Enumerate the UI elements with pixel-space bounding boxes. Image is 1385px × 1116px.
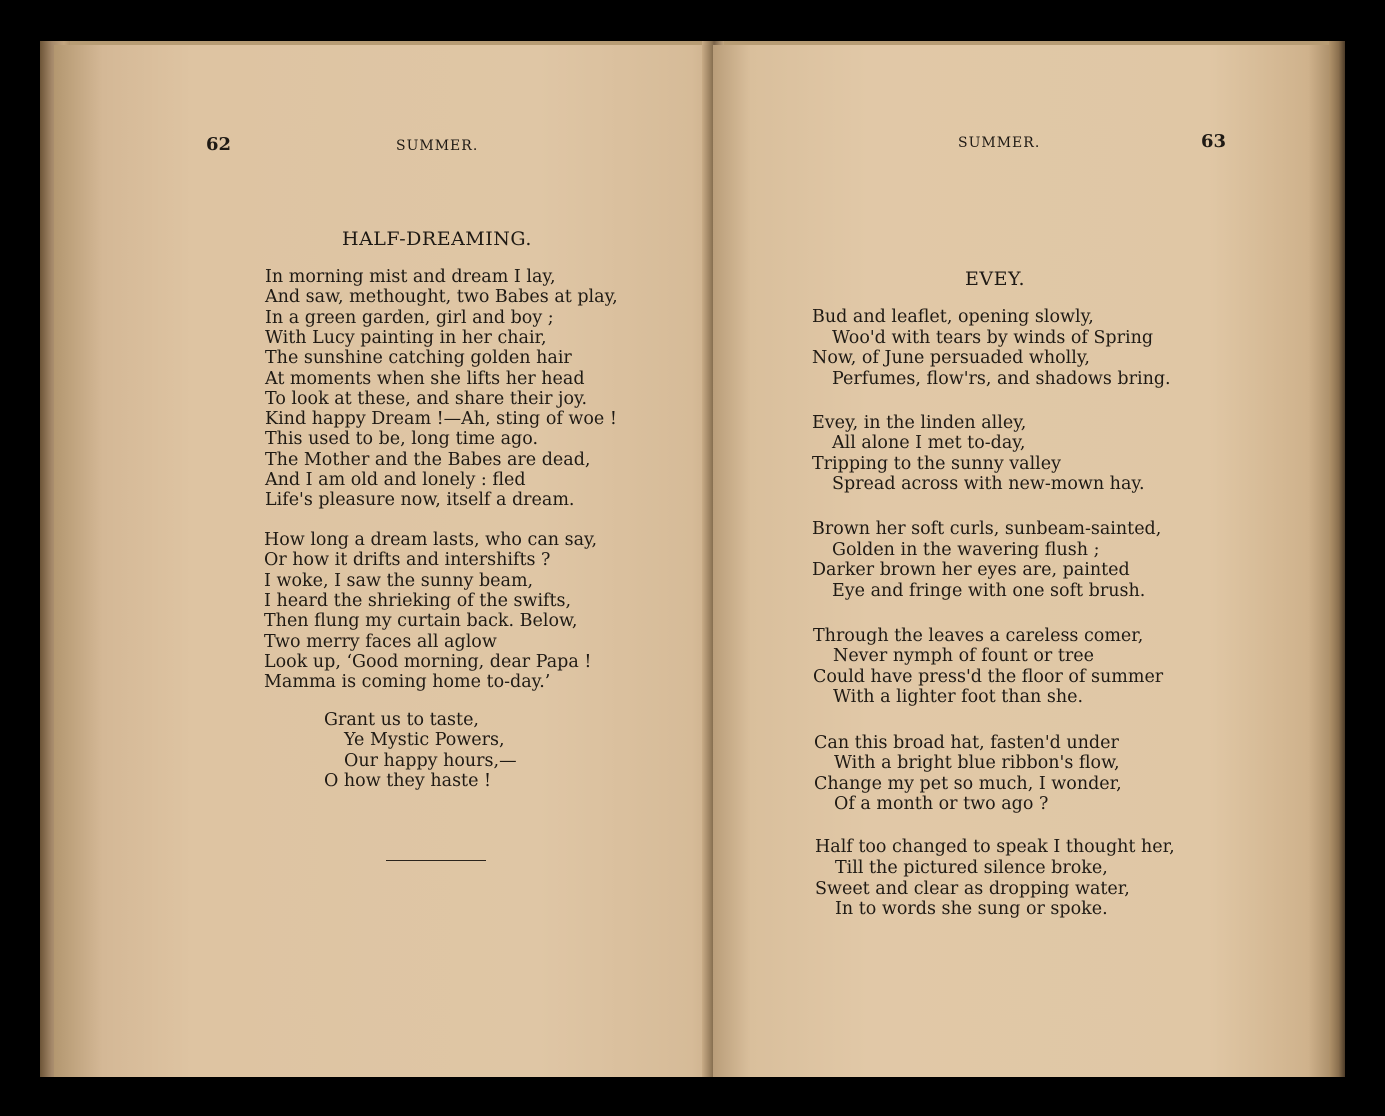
- poem-line: All alone I met to-day,: [832, 433, 1026, 454]
- poem-line: Now, of June persuaded wholly,: [812, 348, 1090, 368]
- poem-line: How long a dream lasts, who can say,: [264, 530, 598, 550]
- poem-line: To look at these, and share their joy.: [265, 388, 588, 409]
- poem-line: Two merry faces all aglow: [264, 631, 497, 652]
- poem-line: Evey, in the linden alley,: [812, 413, 1027, 433]
- poem-line: Bud and leaflet, opening slowly,: [812, 307, 1094, 327]
- poem-line: Through the leaves a careless comer,: [813, 626, 1144, 646]
- poem-line: Half too changed to speak I thought her,: [815, 837, 1175, 857]
- poem-line: Or how it drifts and intershifts ?: [264, 550, 551, 571]
- poem-line: With a bright blue ribbon's flow,: [834, 753, 1120, 774]
- poem-line: Mamma is coming home to-day.’: [264, 672, 551, 693]
- book-edge-right: [1329, 41, 1345, 1077]
- poem-line: Grant us to taste,: [324, 710, 479, 730]
- page-number: 62: [206, 134, 232, 155]
- left-page: [54, 45, 747, 1077]
- page-number: 63: [1201, 131, 1227, 152]
- poem-line: With a lighter foot than she.: [833, 686, 1084, 707]
- poem-line: Till the pictured silence broke,: [835, 857, 1108, 878]
- poem-line: Golden in the wavering flush ;: [832, 539, 1100, 560]
- poem-title: EVEY.: [965, 268, 1026, 290]
- poem-line: O how they haste !: [324, 770, 492, 791]
- poem-line: Kind happy Dream !—Ah, sting of woe !: [265, 409, 617, 430]
- open-book: [40, 41, 1345, 1077]
- poem-line: I heard the shrieking of the swifts,: [264, 590, 572, 611]
- poem-line: Can this broad hat, fasten'd under: [814, 733, 1119, 753]
- poem-line: Change my pet so much, I wonder,: [814, 773, 1122, 794]
- poem-line: Ye Mystic Powers,: [344, 730, 505, 751]
- poem-line: In a green garden, girl and boy ;: [265, 307, 554, 328]
- poem-line: With Lucy painting in her chair,: [265, 327, 547, 348]
- poem-line: This used to be, long time ago.: [265, 429, 539, 450]
- poem-line: In morning mist and dream I lay,: [265, 267, 556, 287]
- poem-line: Tripping to the sunny valley: [812, 453, 1062, 474]
- poem-line: Could have press'd the floor of summer: [813, 666, 1164, 687]
- poem-line: Never nymph of fount or tree: [833, 646, 1094, 667]
- poem-line: The Mother and the Babes are dead,: [265, 449, 591, 470]
- poem-line: In to words she sung or spoke.: [835, 899, 1108, 920]
- poem-title: HALF-DREAMING.: [342, 228, 532, 250]
- poem-line: Darker brown her eyes are, painted: [812, 560, 1130, 580]
- poem-line: Look up, ‘Good morning, dear Papa !: [264, 651, 592, 672]
- poem-line: At moments when she lifts her head: [265, 368, 585, 389]
- poem-line: The sunshine catching golden hair: [265, 348, 572, 369]
- poem-line: Eye and fringe with one soft brush.: [832, 580, 1146, 601]
- poem-line: Spread across with new-mown hay.: [832, 473, 1145, 494]
- poem-line: Of a month or two ago ?: [834, 793, 1049, 814]
- end-rule: [386, 860, 486, 861]
- running-head: SUMMER.: [396, 138, 479, 154]
- poem-line: Brown her soft curls, sunbeam-sainted,: [812, 519, 1162, 539]
- poem-line: Then flung my curtain back. Below,: [264, 611, 578, 632]
- poem-line: And saw, methought, two Babes at play,: [265, 287, 618, 308]
- right-page: [713, 45, 1333, 1077]
- poem-line: And I am old and lonely : fled: [265, 470, 526, 490]
- poem-line: Our happy hours,—: [344, 750, 517, 771]
- running-head: SUMMER.: [958, 135, 1041, 151]
- poem-line: I woke, I saw the sunny beam,: [264, 570, 534, 591]
- poem-line: Woo'd with tears by winds of Spring: [832, 327, 1154, 348]
- poem-line: Life's pleasure now, itself a dream.: [265, 490, 575, 511]
- poem-line: Perfumes, flow'rs, and shadows bring.: [832, 368, 1171, 389]
- poem-line: Sweet and clear as dropping water,: [815, 878, 1130, 899]
